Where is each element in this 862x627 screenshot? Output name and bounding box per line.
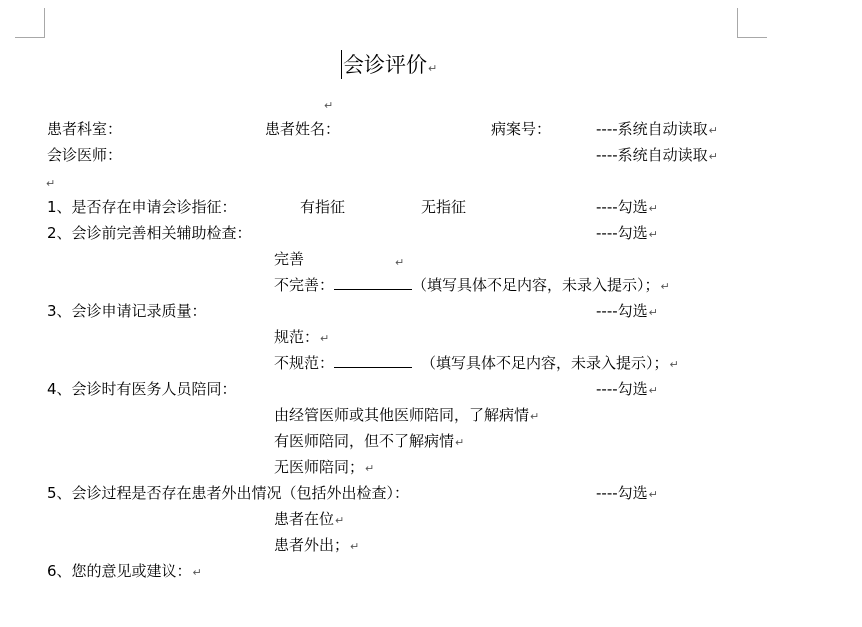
question-1: 1、是否存在申请会诊指征：	[47, 198, 237, 216]
document-title[interactable]: 会诊评价↵	[343, 53, 438, 77]
q2-check-note: ----勾选↵	[596, 224, 658, 242]
option-accompanied-informed[interactable]: 由经管医师或其他医师陪同，了解病情↵	[274, 406, 540, 424]
q4-check-note: ----勾选↵	[596, 380, 658, 398]
empty-paragraph[interactable]: ↵	[324, 99, 334, 112]
auto-read-note: ----系统自动读取↵	[596, 120, 718, 138]
option-complete[interactable]: 完善	[274, 250, 305, 268]
q3-check-note: ----勾选↵	[596, 302, 658, 320]
option-accompanied-uninformed[interactable]: 有医师陪同，但不了解病情↵	[274, 432, 465, 450]
fill-in-blank[interactable]	[334, 353, 412, 368]
q5-check-note: ----勾选↵	[596, 484, 658, 502]
paragraph-mark: ↵	[395, 256, 405, 269]
option-patient-out[interactable]: 患者外出；↵	[274, 536, 360, 554]
option-incomplete[interactable]: 不完善： （填写具体不足内容，未录入提示）；↵	[274, 276, 670, 294]
paragraph-mark: ↵	[428, 62, 438, 75]
question-2: 2、会诊前完善相关辅助检查：	[47, 224, 252, 242]
consult-doctor-label: 会诊医师：	[47, 146, 123, 164]
case-number-label: 病案号：	[491, 120, 552, 138]
question-4: 4、会诊时有医务人员陪同：	[47, 380, 237, 398]
option-nonstandard[interactable]: 不规范： （填写具体不足内容，未录入提示）；↵	[274, 354, 679, 372]
empty-paragraph[interactable]: ↵	[46, 177, 56, 190]
option-has-indication[interactable]: 有指征	[300, 198, 346, 216]
option-not-accompanied[interactable]: 无医师陪同；↵	[274, 458, 375, 476]
question-3: 3、会诊申请记录质量：	[47, 302, 207, 320]
question-6[interactable]: 6、您的意见或建议：↵	[47, 562, 202, 580]
doctor-auto-read-note: ----系统自动读取↵	[596, 146, 718, 164]
option-standard[interactable]: 规范：↵	[274, 328, 330, 346]
option-patient-present[interactable]: 患者在位↵	[274, 510, 345, 528]
fill-in-blank[interactable]	[334, 275, 412, 290]
patient-name-label: 患者姓名：	[265, 120, 341, 138]
option-no-indication[interactable]: 无指征	[421, 198, 467, 216]
question-5: 5、会诊过程是否存在患者外出情况（包括外出检查）：	[47, 484, 410, 502]
text-cursor	[341, 50, 342, 79]
dept-label: 患者科室：	[47, 120, 123, 138]
q1-check-note: ----勾选↵	[596, 198, 658, 216]
